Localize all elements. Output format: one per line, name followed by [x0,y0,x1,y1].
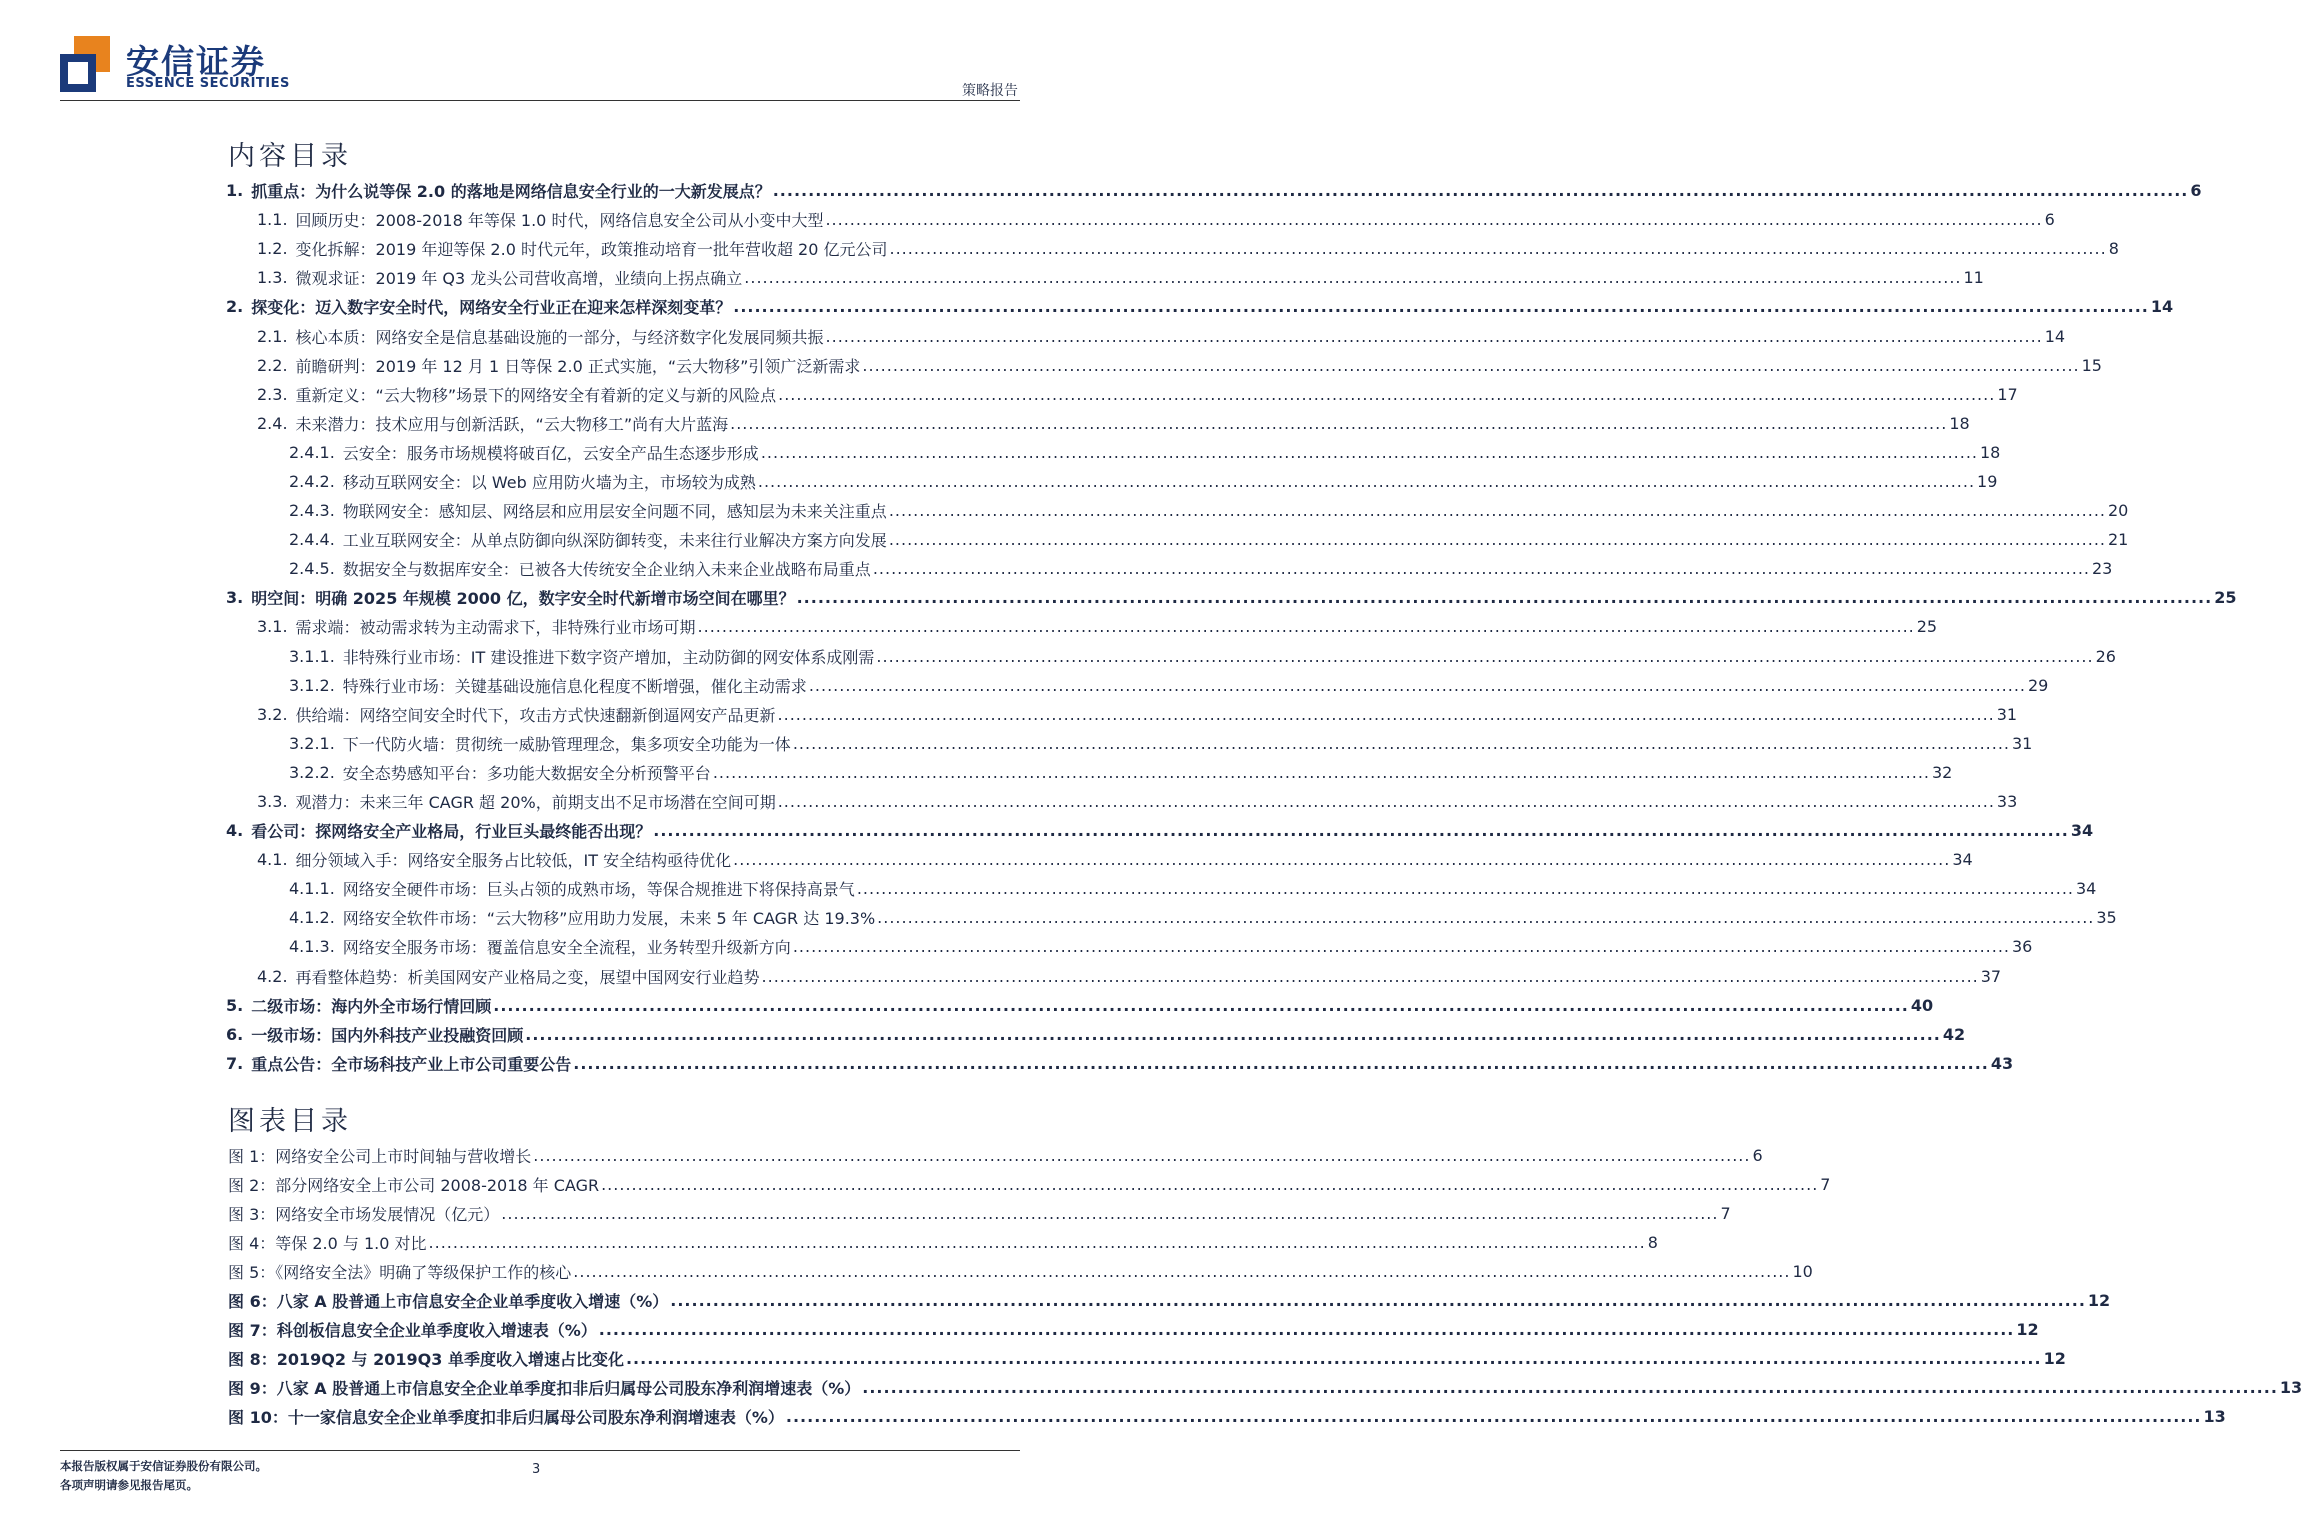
toc-leader-dots [573,1054,1989,1073]
toc-entry-number: 2.4.4. [289,530,335,550]
toc-entry-number: 4.2. [257,966,288,986]
toc-entry[interactable] [0,234,2119,263]
toc-leader-dots [733,297,2149,316]
figure-entry-title: 图 8：2019Q2 与 2019Q3 单季度收入增速占比变化 [228,1350,624,1369]
footer-divider [60,1450,1020,1451]
toc-entry-page: 31 [1996,704,2018,724]
toc-entry-title: 供给端：网络空间安全时代下，攻击方式快速翻新倒逼网安产品更新 [295,705,776,725]
toc-entry-page: 34 [1952,850,1973,870]
toc-entry-title: 非特殊行业市场：IT 建设推进下数字资产增加，主动防御的网安体系成刚需 [342,647,875,667]
toc-entry-title: 未来潜力：技术应用与创新活跃，“云大物移工”尚有大片蓝海 [295,414,729,434]
toc-entry-title: 变化拆解：2019 年迎等保 2.0 时代元年，政策推动培育一批年营收超 20 亿元公司 [295,240,888,260]
figure-entry[interactable] [0,1141,1763,1170]
figure-entry[interactable] [0,1286,2111,1315]
toc-entry[interactable] [0,991,1934,1020]
toc-entry[interactable] [0,438,2001,467]
toc-entry-title: 抓重点：为什么说等保 2.0 的落地是网络信息安全行业的一大新发展点？ [251,182,771,202]
figure-entry[interactable] [0,1344,2066,1373]
toc-entry-page: 21 [2108,530,2129,550]
figure-entry-page: 12 [2016,1320,2039,1339]
toc-entry[interactable] [0,321,2066,350]
toc-title: 内容目录 [228,141,352,172]
toc-leader-dots [889,501,2106,520]
toc-entry-page: 29 [2028,675,2049,695]
toc-entry-title: 回顾历史：2008-2018 年等保 1.0 时代，网络信息安全公司从小变中大型 [295,211,824,231]
toc-entry-number: 4.1.2. [289,908,335,928]
figure-leader-dots [501,1204,1718,1223]
toc-entry-page: 33 [1996,792,2018,812]
toc-entry-title: 明空间：明确 2025 年规模 2000 亿，数字安全时代新增市场空间在哪里？ [251,589,795,609]
figure-entry-page: 13 [2279,1378,2302,1397]
figure-entry-page: 7 [1720,1204,1731,1223]
toc-entry[interactable] [0,612,1938,641]
figure-entry-page: 12 [2087,1291,2111,1310]
figure-leader-dots [599,1320,2015,1339]
figure-entry-title: 图 10：十一家信息安全企业单季度扣非后归属母公司股东净利润增速表（%） [228,1408,784,1427]
toc-entry-number: 1.3. [257,268,288,288]
toc-entry[interactable] [0,467,1998,496]
figure-entry-title: 图 3：网络安全市场发展情况（亿元） [228,1205,500,1224]
toc-entry[interactable] [0,263,1984,292]
toc-entry-number: 7. [226,1053,244,1073]
toc-entry-number: 3.1. [257,617,288,637]
toc-entry[interactable] [0,758,1953,787]
toc-entry-title: 安全态势感知平台：多功能大数据安全分析预警平台 [342,763,711,783]
toc-entry-title: 网络安全硬件市场：巨头占领的成熟市场，等保合规推进下将保持高景气 [342,880,855,900]
toc-leader-dots [698,617,1915,636]
toc-entry-page: 25 [1916,617,1938,637]
toc-entry-page: 42 [1942,1024,1966,1044]
toc-entry-page: 14 [2150,297,2174,317]
figure-entry-title: 图 1：网络安全公司上市时间轴与营收增长 [228,1147,532,1166]
toc-leader-dots [877,908,2094,927]
toc-entry-title: 数据安全与数据库安全：已被各大传统安全企业纳入未来企业战略布局重点 [342,560,871,580]
toc-entry-number: 3.3. [257,792,288,812]
toc-entry-title: 探变化：迈入数字安全时代，网络安全行业正在迎来怎样深刻变革？ [251,298,732,318]
toc-entry-page: 25 [2214,588,2237,608]
figure-entry-page: 8 [1647,1233,1658,1252]
figure-leader-dots [786,1407,2202,1426]
toc-leader-dots [493,996,1909,1015]
toc-entry-title: 下一代防火墙：贯彻统一威胁管理理念，集多项安全功能为一体 [342,734,791,754]
toc-entry-title: 微观求证：2019 年 Q3 龙头公司营收高增，业绩向上拐点确立 [295,269,743,289]
toc-entry[interactable] [0,1049,2014,1078]
toc-leader-dots [797,588,2213,607]
toc-entry-number: 4.1.1. [289,879,335,899]
toc-entry-number: 4. [226,821,244,841]
toc-entry-page: 32 [1932,762,1953,782]
toc-entry-page: 15 [2081,355,2102,375]
toc-entry-title: 重点公告：全市场科技产业上市公司重要公告 [251,1054,572,1074]
page-number: 3 [532,1462,541,1477]
toc-leader-dots [778,792,1995,811]
toc-entry-page: 31 [2012,733,2033,753]
toc-entry-number: 4.1.3. [289,937,335,957]
toc-leader-dots [873,559,2090,578]
figure-leader-dots [601,1175,1818,1194]
essence-logo-icon [60,36,110,92]
toc-entry-number: 6. [226,1024,244,1044]
toc-entry-number: 3.2.1. [289,733,335,753]
toc-entry-page: 17 [1997,384,2018,404]
toc-entry-title: 网络安全软件市场：“云大物移”应用助力发展，未来 5 年 CAGR 达 19.3% [342,909,876,929]
toc-entry-page: 36 [2012,937,2033,957]
toc-entry-page: 35 [2096,908,2117,928]
figure-entry[interactable] [0,1402,2226,1431]
toc-entry-page: 23 [2092,559,2113,579]
toc-leader-dots [889,530,2106,549]
toc-entry-title: 一级市场：国内外科技产业投融资回顾 [251,1025,524,1045]
toc-leader-dots [825,210,2042,229]
toc-entry-number: 1.1. [257,210,288,230]
toc-entry[interactable] [0,816,2094,845]
toc-entry-title: 再看整体趋势：析美国网安产业格局之变，展望中国网安行业趋势 [295,967,760,987]
toc-leader-dots [876,647,2093,666]
toc-leader-dots [890,239,2107,258]
figure-entry-title: 图 9：八家 A 股普通上市信息安全企业单季度扣非后归属母公司股东净利润增速表（%） [228,1379,861,1398]
toc-entry-page: 18 [1980,442,2001,462]
toc-entry[interactable] [0,292,2174,321]
figure-entry-page: 6 [1752,1146,1763,1165]
toc-entry-number: 2.4. [257,413,288,433]
toc-entry-title: 前瞻研判：2019 年 12 月 1 日等保 2.0 正式实施，“云大物移”引领广泛新需求 [295,356,861,376]
toc-entry-title: 观潜力：未来三年 CAGR 超 20%，前期支出不足市场潜在空间可期 [295,793,776,813]
toc-entry-number: 2.4.3. [289,501,335,521]
toc-entry[interactable] [0,351,2102,380]
toc-leader-dots [793,937,2010,956]
figure-leader-dots [862,1378,2278,1397]
page-header [0,0,1080,104]
toc-entry-title: 网络安全服务市场：覆盖信息安全全流程，业务转型升级新方向 [342,938,791,958]
toc-entry-title: 云安全：服务市场规模将破百亿，云安全产品生态逐步形成 [342,443,759,463]
toc-entry[interactable] [0,787,2018,816]
toc-entry[interactable] [0,583,2237,612]
figure-list [0,1141,2302,1431]
toc-entry-title: 重新定义：“云大物移”场景下的网络安全有着新的定义与新的风险点 [295,385,777,405]
toc-leader-dots [778,385,1995,404]
toc-entry-number: 3.2.2. [289,762,335,782]
toc-entry-page: 43 [1990,1053,2014,1073]
toc-entry-number: 4.1. [257,850,288,870]
figure-leader-dots [670,1291,2086,1310]
toc-leader-dots [761,443,1978,462]
table-of-contents [0,176,2237,1078]
toc-entry-number: 5. [226,995,244,1015]
toc-entry-title: 二级市场：海内外全市场行情回顾 [251,996,492,1016]
toc-leader-dots [744,268,1961,287]
toc-entry-page: 6 [2044,210,2055,230]
figure-entry-title: 图 5：《网络安全法》明确了等级保护工作的核心 [228,1263,572,1282]
figures-title: 图表目录 [228,1106,352,1137]
toc-entry[interactable] [0,1020,1966,1049]
toc-entry[interactable] [0,874,2097,903]
toc-entry[interactable] [0,962,2002,991]
toc-entry-page: 14 [2044,326,2066,346]
figure-entry-page: 13 [2203,1407,2226,1426]
figure-entry[interactable] [0,1228,1658,1257]
toc-entry[interactable] [0,380,2018,409]
toc-leader-dots [653,821,2069,840]
toc-leader-dots [809,676,2026,695]
toc-entry-number: 2.2. [257,355,288,375]
toc-entry-page: 19 [1977,471,1998,491]
toc-leader-dots [857,879,2074,898]
header-divider [60,100,1020,101]
toc-leader-dots [762,967,1979,986]
toc-entry-number: 2.3. [257,384,288,404]
toc-entry-page: 20 [2108,501,2129,521]
toc-entry-title: 物联网安全：感知层、网络层和应用层安全问题不同，感知层为未来关注重点 [342,502,887,522]
figure-entry-page: 7 [1820,1175,1831,1194]
toc-entry-number: 1. [226,181,244,201]
toc-entry[interactable] [0,554,2113,583]
toc-entry[interactable] [0,642,2116,671]
toc-entry-title: 细分领域入手：网络安全服务占比较低，IT 安全结构亟待优化 [295,851,732,871]
toc-leader-dots [733,850,1950,869]
toc-entry-page: 6 [2190,181,2202,201]
toc-entry-page: 34 [2076,879,2097,899]
toc-entry[interactable] [0,932,2033,961]
toc-entry-page: 34 [2070,821,2094,841]
toc-entry-number: 2.4.1. [289,442,335,462]
toc-entry[interactable] [0,409,1970,438]
figure-entry[interactable] [0,1170,1831,1199]
toc-entry-page: 18 [1949,413,1970,433]
figure-leader-dots [573,1262,1790,1281]
toc-entry-title: 需求端：被动需求转为主动需求下，非特殊行业市场可期 [295,618,696,638]
toc-entry-number: 1.2. [257,239,288,259]
figure-entry[interactable] [0,1257,1813,1286]
toc-entry-title: 看公司：探网络安全产业格局，行业巨头最终能否出现？ [251,822,652,842]
toc-entry-page: 37 [1980,966,2002,986]
toc-leader-dots [793,734,2010,753]
toc-entry-page: 26 [2095,646,2116,666]
report-type-label: 策略报告 [962,83,1018,99]
figure-entry[interactable] [0,1315,2039,1344]
figure-entry[interactable] [0,1199,1731,1228]
figure-entry-page: 12 [2043,1349,2066,1368]
brand-name-en: ESSENCE SECURITIES [126,76,290,91]
toc-entry[interactable] [0,671,2049,700]
toc-entry-number: 2.4.5. [289,559,335,579]
toc-leader-dots [525,1025,1941,1044]
toc-leader-dots [862,356,2079,375]
figure-entry-title: 图 6：八家 A 股普通上市信息安全企业单季度收入增速（%） [228,1292,669,1311]
toc-entry-title: 工业互联网安全：从单点防御向纵深防御转变，未来往行业解决方案方向发展 [342,531,887,551]
figure-leader-dots [429,1233,1646,1252]
figure-entry-page: 10 [1792,1262,1813,1281]
toc-leader-dots [778,705,1995,724]
toc-entry[interactable] [0,845,1973,874]
toc-entry-title: 移动互联网安全：以 Web 应用防火墙为主，市场较为成熟 [342,472,756,492]
toc-entry[interactable] [0,729,2033,758]
toc-entry-number: 2.1. [257,326,288,346]
toc-entry-title: 核心本质：网络安全是信息基础设施的一部分，与经济数字化发展同频共振 [295,327,824,347]
toc-entry-number: 3.1.1. [289,646,335,666]
toc-entry-page: 11 [1963,268,1984,288]
figure-entry-title: 图 2：部分网络安全上市公司 2008-2018 年 CAGR [228,1176,600,1195]
toc-entry-number: 3.2. [257,704,288,724]
toc-leader-dots [758,472,1975,491]
copyright-notice: 本报告版权属于安信证券股份有限公司。 [60,1459,267,1473]
toc-entry-number: 2.4.2. [289,471,335,491]
toc-entry[interactable] [0,496,2129,525]
brand-name-cn: 安信证券 [126,42,266,81]
disclaimer-notice: 各项声明请参见报告尾页。 [60,1478,198,1492]
toc-leader-dots [713,763,1930,782]
toc-entry-number: 2. [226,297,244,317]
toc-entry[interactable] [0,903,2117,932]
figure-entry-title: 图 4：等保 2.0 与 1.0 对比 [228,1234,427,1253]
toc-entry[interactable] [0,176,2202,205]
toc-entry-number: 3. [226,588,244,608]
toc-leader-dots [826,327,2043,346]
toc-entry[interactable] [0,700,2018,729]
toc-entry-page: 8 [2108,239,2119,259]
figure-entry-title: 图 7：科创板信息安全企业单季度收入增速表（%） [228,1321,597,1340]
figure-leader-dots [533,1146,1750,1165]
figure-entry[interactable] [0,1373,2302,1402]
toc-entry-title: 特殊行业市场：关键基础设施信息化程度不断增强，催化主动需求 [342,676,807,696]
toc-entry[interactable] [0,525,2129,554]
toc-entry[interactable] [0,205,2055,234]
toc-leader-dots [773,181,2189,200]
toc-entry-number: 3.1.2. [289,675,335,695]
toc-entry-page: 40 [1910,995,1934,1015]
toc-leader-dots [730,414,1947,433]
figure-leader-dots [626,1349,2042,1368]
